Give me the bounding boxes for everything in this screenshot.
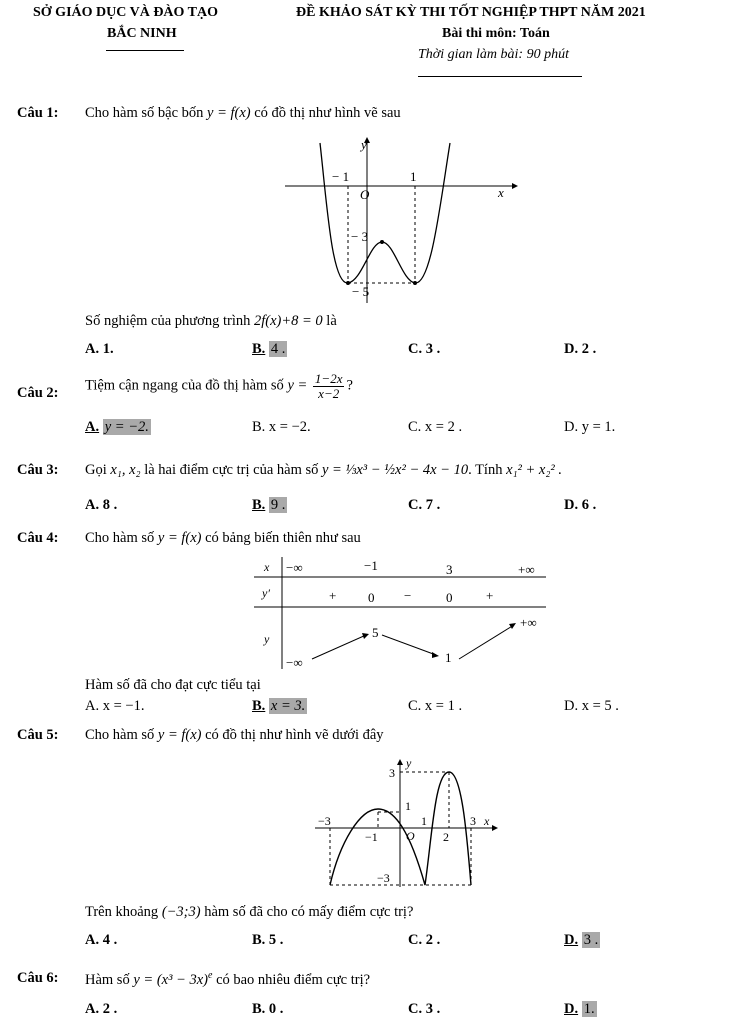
q1-option-d[interactable]: D. 2 . bbox=[564, 341, 597, 357]
q4-table-sign-3: 0 bbox=[446, 590, 453, 605]
q5-graph-tick-2x: 2 bbox=[443, 830, 449, 844]
q4-table-y-0: −∞ bbox=[286, 655, 303, 670]
q4-table-sign-0: + bbox=[329, 588, 337, 603]
q4-table-x-1: −1 bbox=[364, 558, 378, 573]
q2-label: Câu 2: bbox=[17, 385, 59, 401]
q2-option-c[interactable]: C. x = 2 . bbox=[408, 419, 463, 435]
q1-graph-tick-m3: − 3 bbox=[351, 229, 369, 244]
q1-graph-y-label: y bbox=[361, 137, 367, 152]
q5-graph-tick-m1x: −1 bbox=[365, 830, 378, 844]
q1-question-math: 2f(x)+8 = 0 bbox=[253, 313, 323, 329]
q1-option-c[interactable]: C. 3 . bbox=[408, 341, 441, 357]
q4-option-a[interactable]: A. x = −1. bbox=[85, 698, 145, 714]
q2-option-b[interactable]: B. x = −2. bbox=[252, 419, 311, 435]
q4-table-yp: y′ bbox=[262, 586, 270, 600]
q1-graph-tick-m5: − 5 bbox=[352, 284, 370, 299]
q5-graph-tick-3y: 3 bbox=[389, 766, 395, 780]
q4-table-y-1: 5 bbox=[372, 625, 379, 640]
q1-answer-highlight: 4 . bbox=[270, 341, 286, 357]
q5-graph-y-label: y bbox=[406, 756, 412, 770]
q6-answer-highlight: 1. bbox=[583, 1001, 595, 1017]
q5-label: Câu 5: bbox=[17, 727, 59, 743]
q6-label: Câu 6: bbox=[17, 970, 59, 986]
q6-option-c[interactable]: C. 3 . bbox=[408, 1001, 441, 1017]
q5-option-c[interactable]: C. 2 . bbox=[408, 932, 441, 948]
q4-option-d[interactable]: D. x = 5 . bbox=[564, 698, 619, 714]
q1-stem-math: y = f(x) bbox=[207, 105, 251, 121]
header-right-rule bbox=[418, 76, 582, 77]
q5-graph-tick-1y: 1 bbox=[405, 799, 411, 813]
q5-graph-tick-1x: 1 bbox=[421, 814, 427, 828]
q3-option-b[interactable]: B. 9 . bbox=[252, 497, 286, 513]
q5-option-d[interactable]: D. 3 . bbox=[564, 932, 599, 948]
q1-graph-origin: O bbox=[360, 187, 370, 202]
q2-fraction: $\frac{1-2x}{x-2}$ bbox=[314, 371, 343, 401]
q3-answer-highlight: 9 . bbox=[270, 497, 286, 513]
q5-graph-tick-m3y: −3 bbox=[377, 871, 390, 885]
q5-question: Trên khoảng (−3;3) hàm số đã cho có mấy điểm cực trị? bbox=[85, 904, 414, 920]
q4-table-sign-2: − bbox=[404, 588, 412, 603]
q4-table-x-0: −∞ bbox=[286, 560, 303, 575]
q6-option-a[interactable]: A. 2 . bbox=[85, 1001, 118, 1017]
header-exam-title: ĐỀ KHẢO SÁT KỲ THI TỐT NGHIỆP THPT NĂM 2021 bbox=[296, 5, 646, 20]
q4-stem: Cho hàm số y = f(x) có bảng biến thiên như sau bbox=[85, 530, 361, 546]
q4-table-y-3: +∞ bbox=[520, 615, 537, 630]
q5-option-b[interactable]: B. 5 . bbox=[252, 932, 284, 948]
header-duration: Thời gian làm bài: 90 phút bbox=[418, 47, 569, 62]
q4-answer-highlight: x = 3. bbox=[270, 698, 306, 714]
q2-stem: Tiệm cận ngang của đồ thị hàm số y = $\frac{1-2x}{x-2}$ ? bbox=[85, 371, 353, 401]
q4-option-b[interactable]: B. x = 3. bbox=[252, 698, 306, 714]
q3-function: y = ⅓x³ − ½x² − 4x − 10 bbox=[322, 462, 469, 478]
header-left-rule bbox=[106, 50, 184, 51]
q6-function: y = (x³ − 3x) bbox=[133, 971, 208, 988]
q5-graph-tick-3x: 3 bbox=[470, 814, 476, 828]
q4-table-y-2: 1 bbox=[445, 650, 452, 665]
header-dept: SỞ GIÁO DỤC VÀ ĐÀO TẠO bbox=[33, 5, 219, 20]
q5-graph bbox=[310, 757, 510, 892]
q5-graph-x-label: x bbox=[484, 814, 490, 828]
header-subject: Bài thi môn: Toán bbox=[442, 26, 550, 41]
q1-option-b[interactable]: B. 4 . bbox=[252, 341, 286, 357]
q4-table-y: y bbox=[264, 632, 270, 646]
q1-graph-x-label: x bbox=[498, 185, 504, 200]
q1-graph bbox=[282, 135, 522, 305]
q5-graph-tick-m3x: −3 bbox=[318, 814, 331, 828]
q1-graph-tick-1: 1 bbox=[410, 169, 417, 184]
q5-graph-origin: O bbox=[406, 829, 415, 843]
q1-question: Số nghiệm của phương trình 2f(x)+8 = 0 là bbox=[85, 313, 337, 329]
q1-option-a[interactable]: A. 1. bbox=[85, 341, 114, 357]
q3-option-c[interactable]: C. 7 . bbox=[408, 497, 441, 513]
q2-option-d[interactable]: D. y = 1. bbox=[564, 419, 616, 435]
q3-label: Câu 3: bbox=[17, 462, 59, 478]
q1-graph-tick-neg1: − 1 bbox=[332, 169, 350, 184]
q5-stem: Cho hàm số y = f(x) có đồ thị như hình vẽ dưới đây bbox=[85, 727, 384, 743]
q4-label: Câu 4: bbox=[17, 530, 59, 546]
q4-table-sign-4: + bbox=[486, 588, 494, 603]
q6-option-d[interactable]: D. 1. bbox=[564, 1001, 595, 1017]
q4-table-x-2: 3 bbox=[446, 562, 453, 577]
q1-stem: Cho hàm số bậc bốn y = f(x) có đồ thị như hình vẽ sau bbox=[85, 105, 401, 121]
q2-option-a[interactable]: A. y = −2. bbox=[85, 419, 149, 435]
q4-option-c[interactable]: C. x = 1 . bbox=[408, 698, 463, 714]
q4-variation-table bbox=[254, 557, 554, 672]
q6-option-b[interactable]: B. 0 . bbox=[252, 1001, 284, 1017]
q4-table-x: x bbox=[264, 560, 270, 574]
q6-stem: Hàm số $y = (x^3 - 3x)^e$ có bao nhiêu điểm cực trị? bbox=[85, 970, 371, 988]
q4-table-sign-1: 0 bbox=[368, 590, 375, 605]
q3-option-a[interactable]: A. 8 . bbox=[85, 497, 118, 513]
q4-table-x-3: +∞ bbox=[518, 562, 535, 577]
q5-answer-highlight: 3 . bbox=[583, 932, 599, 948]
q4-question: Hàm số đã cho đạt cực tiểu tại bbox=[85, 677, 261, 693]
q1-label: Câu 1: bbox=[17, 105, 59, 121]
q3-stem: Gọi x₁, x₂ là hai điểm cực trị của hàm số y = ⅓x³ − ½x² − 4x − 10. Tính x₁² + x₂² . bbox=[85, 462, 563, 478]
header-province: BẮC NINH bbox=[107, 26, 177, 41]
q2-answer-highlight: y = −2. bbox=[104, 419, 149, 435]
q3-option-d[interactable]: D. 6 . bbox=[564, 497, 597, 513]
q5-option-a[interactable]: A. 4 . bbox=[85, 932, 118, 948]
